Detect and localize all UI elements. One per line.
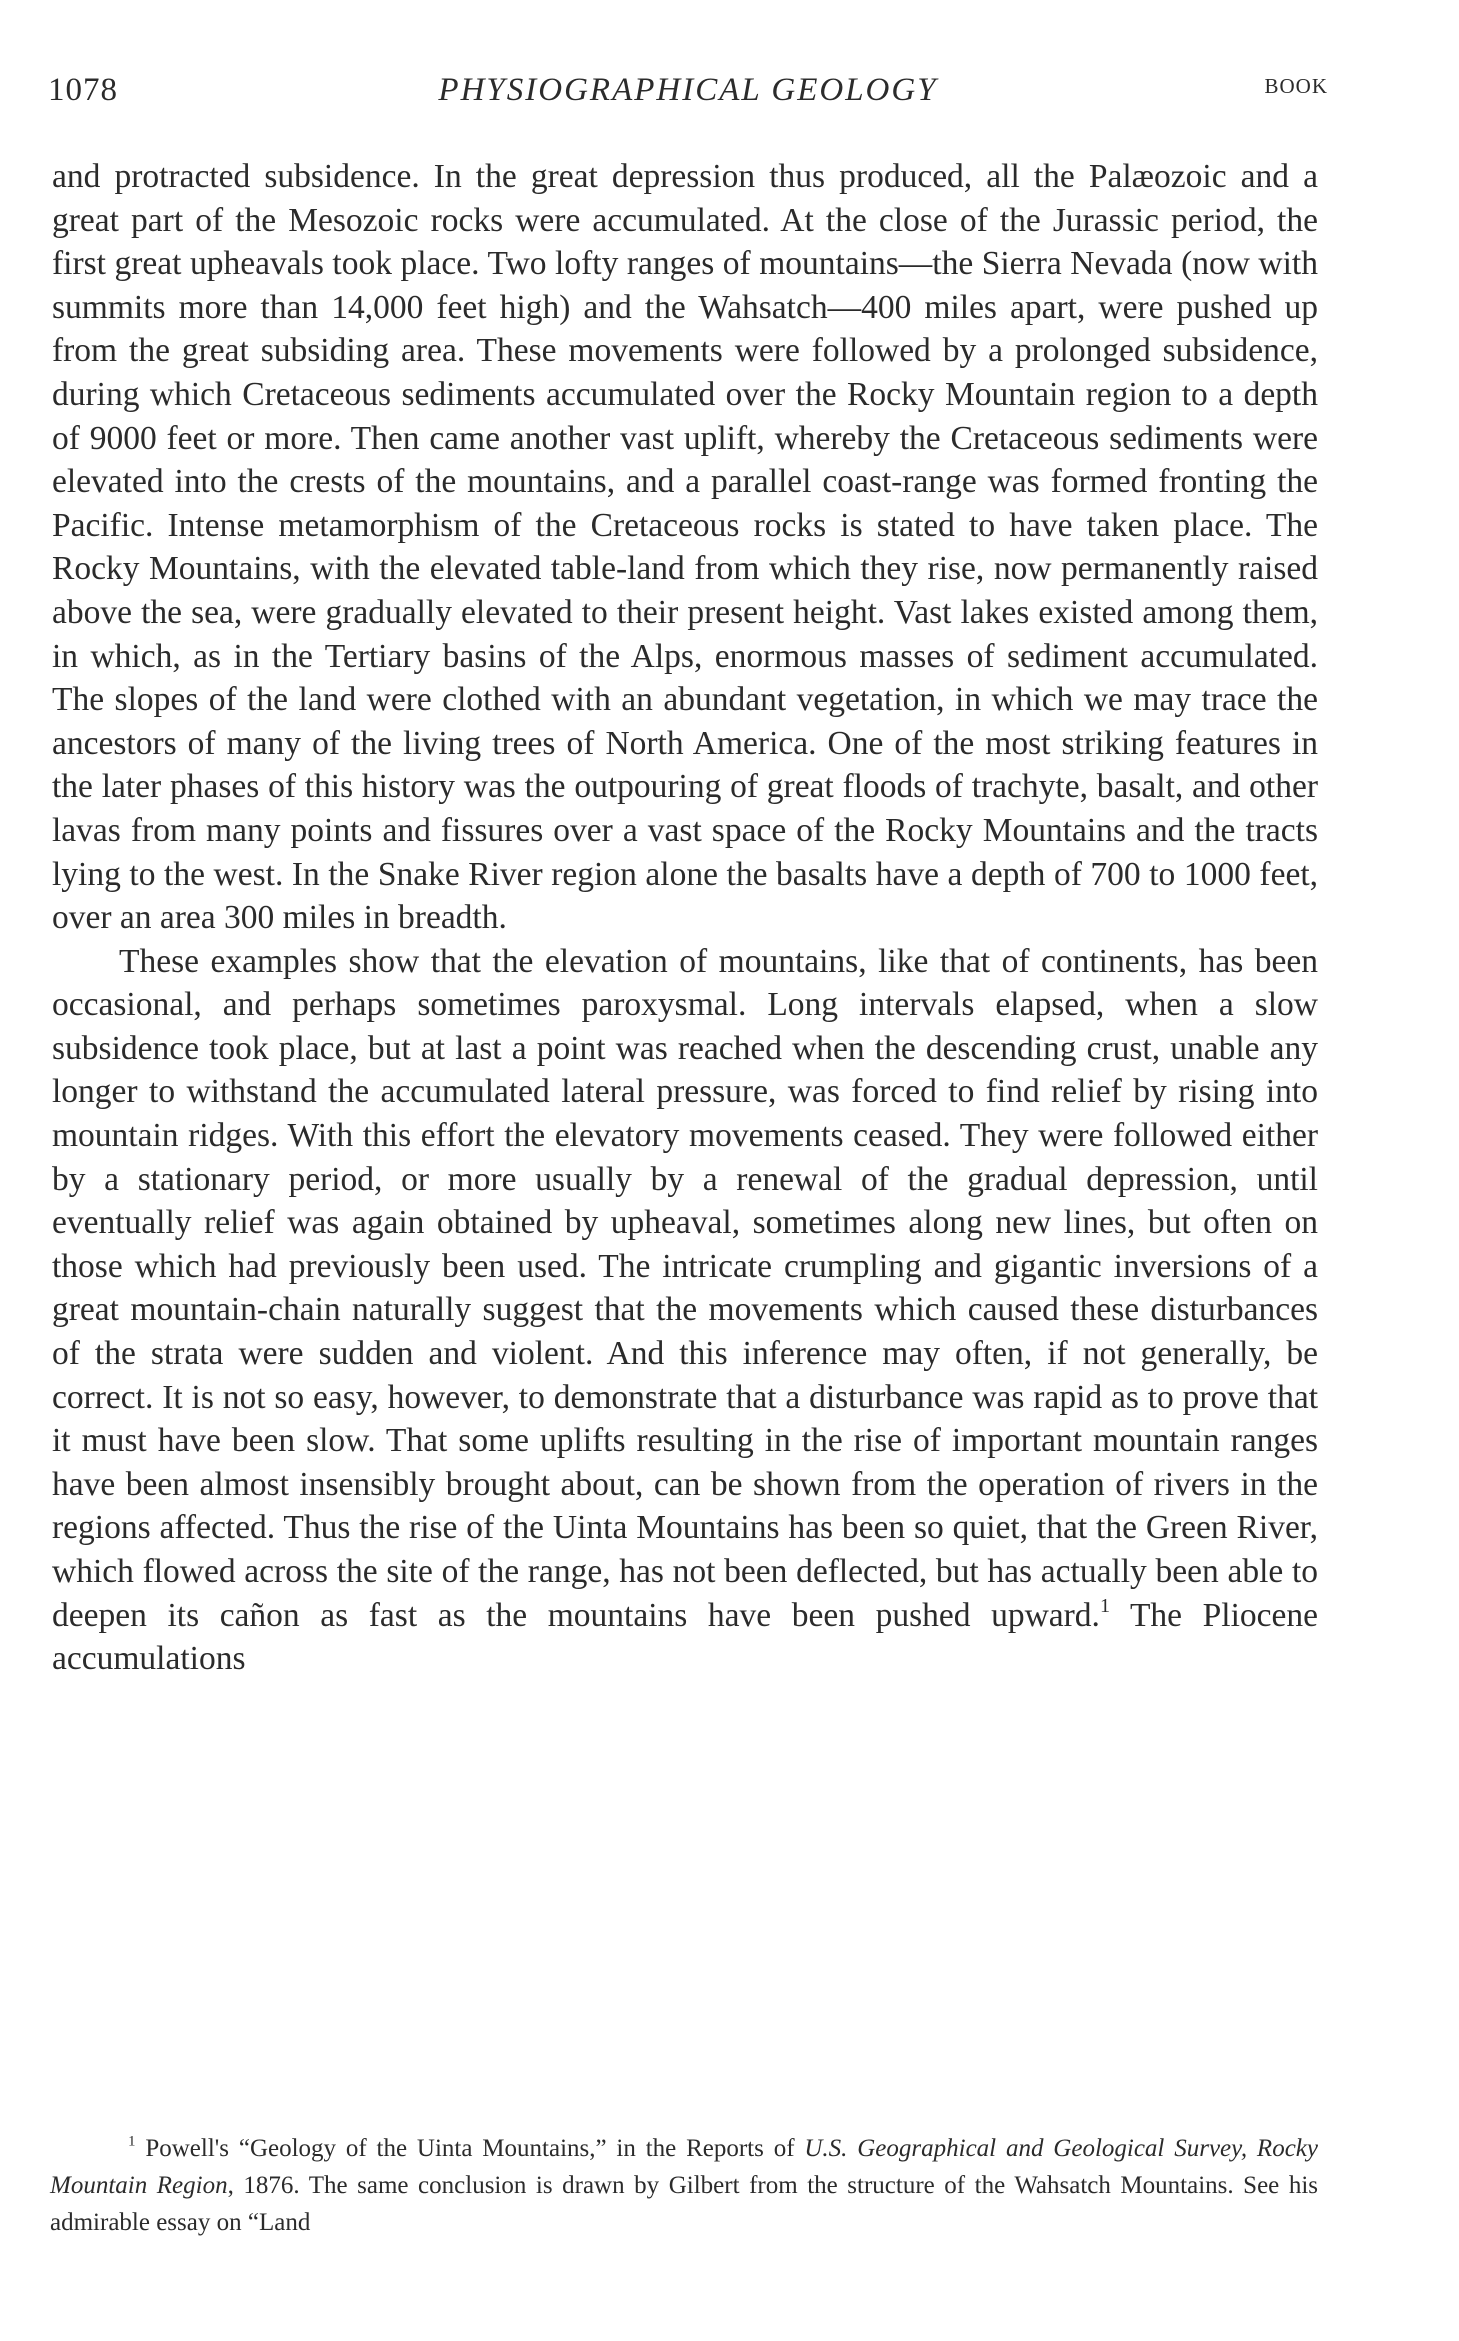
footnote-reference[interactable]: 1 bbox=[1099, 1594, 1110, 1617]
footnote-italic-title: U.S. Geographical and Geological Survey, Rocky Mountain Region bbox=[50, 2135, 1318, 2199]
paragraph-2 bbox=[52, 940, 1318, 1681]
book-label: BOOK bbox=[1264, 74, 1328, 98]
paragraph-1: and protracted subsidence. In the great depression thus produced, all the Palæozoic and a great part of the Mesozoic rocks were accumulated. At the close of the Jurassic period, the first great upheavals took place. Two lofty ranges of mountains—the Sierra Nevada (now with summits more than 14,000 feet high) and the Wahsatch—400 miles apart, were pushed up from the great subsiding area. These movements were followed by a prolonged subsidence, during which Cretaceous sediments accumulated over the Rocky Mountain region to a depth of 9000 feet or more. Then came another vast uplift, whereby the Cretaceous sediments were elevated into the crests of the mountains, and a parallel coast-range was formed fronting the Pacific. Intense metamorphism of the Cretaceous rocks is stated to have taken place. The Rocky Mountains, with the elevated table-land from which they rise, now permanently raised above the sea, were gradually elevated to their present height. Vast lakes existed among them, in which, as in the Tertiary basins of the Alps, enormous masses of sediment accumulated. The slopes of the land were clothed with an abundant vegetation, in which we may trace the ancestors of many of the living trees of North America. One of the most striking features in the later phases of this history was the outpouring of great floods of trachyte, basalt, and other lavas from many points and fissures over a vast space of the Rocky Mountains and the tracts lying to the west. In the Snake River region alone the basalts have a depth of 700 to 1000 feet, over an area 300 miles in breadth. bbox=[52, 158, 1318, 937]
page-number: 1078 bbox=[48, 72, 118, 108]
running-head bbox=[48, 72, 1328, 116]
footnote-marker: 1 bbox=[128, 2133, 136, 2150]
footnote-text-after: , 1876. The same conclusion is drawn by Gilbert from the structure of the Wahsatch Mountains. See his admirable essay on “Land bbox=[50, 2172, 1318, 2236]
footnote bbox=[50, 2130, 1318, 2241]
paragraph-2-tail: The Pliocene accumulations bbox=[52, 1596, 1318, 1678]
running-title: PHYSIOGRAPHICAL GEOLOGY bbox=[438, 72, 938, 108]
body-text bbox=[52, 155, 1318, 1681]
footnote-text-before: Powell's “Geology of the Uinta Mountains,” in the Reports of bbox=[135, 2135, 805, 2162]
paragraph-2-text: These examples show that the elevation of mountains, like that of continents, has been occasional, and perhaps sometimes paroxysmal. Long intervals elapsed, when a slow subsidence took place, but at last a point was reached when the descending crust, unable any longer to withstand the accumulated lateral pressure, was forced to find relief by rising into mountain ridges. With this effort the elevatory movements ceased. They were followed either by a stationary period, or more usually by a renewal of the gradual depression, until eventually relief was again obtained by upheaval, sometimes along new lines, but often on those which had previously been used. The intricate crumpling and gigantic inversions of a great mountain-chain naturally suggest that the movements which caused these disturbances of the strata were sudden and violent. And this inference may often, if not generally, be correct. It is not so easy, however, to demonstrate that a disturbance was rapid as to prove that it must have been slow. That some uplifts resulting in the rise of important mountain ranges have been almost insensibly brought about, can be shown from the operation of rivers in the regions affected. Thus the rise of the Uinta Mountains has been so quiet, that the Green River, which flowed across the site of the range, has not been deflected, but has actually been able to deepen its cañon as fast as the mountains have been pushed upward. bbox=[52, 942, 1318, 1634]
